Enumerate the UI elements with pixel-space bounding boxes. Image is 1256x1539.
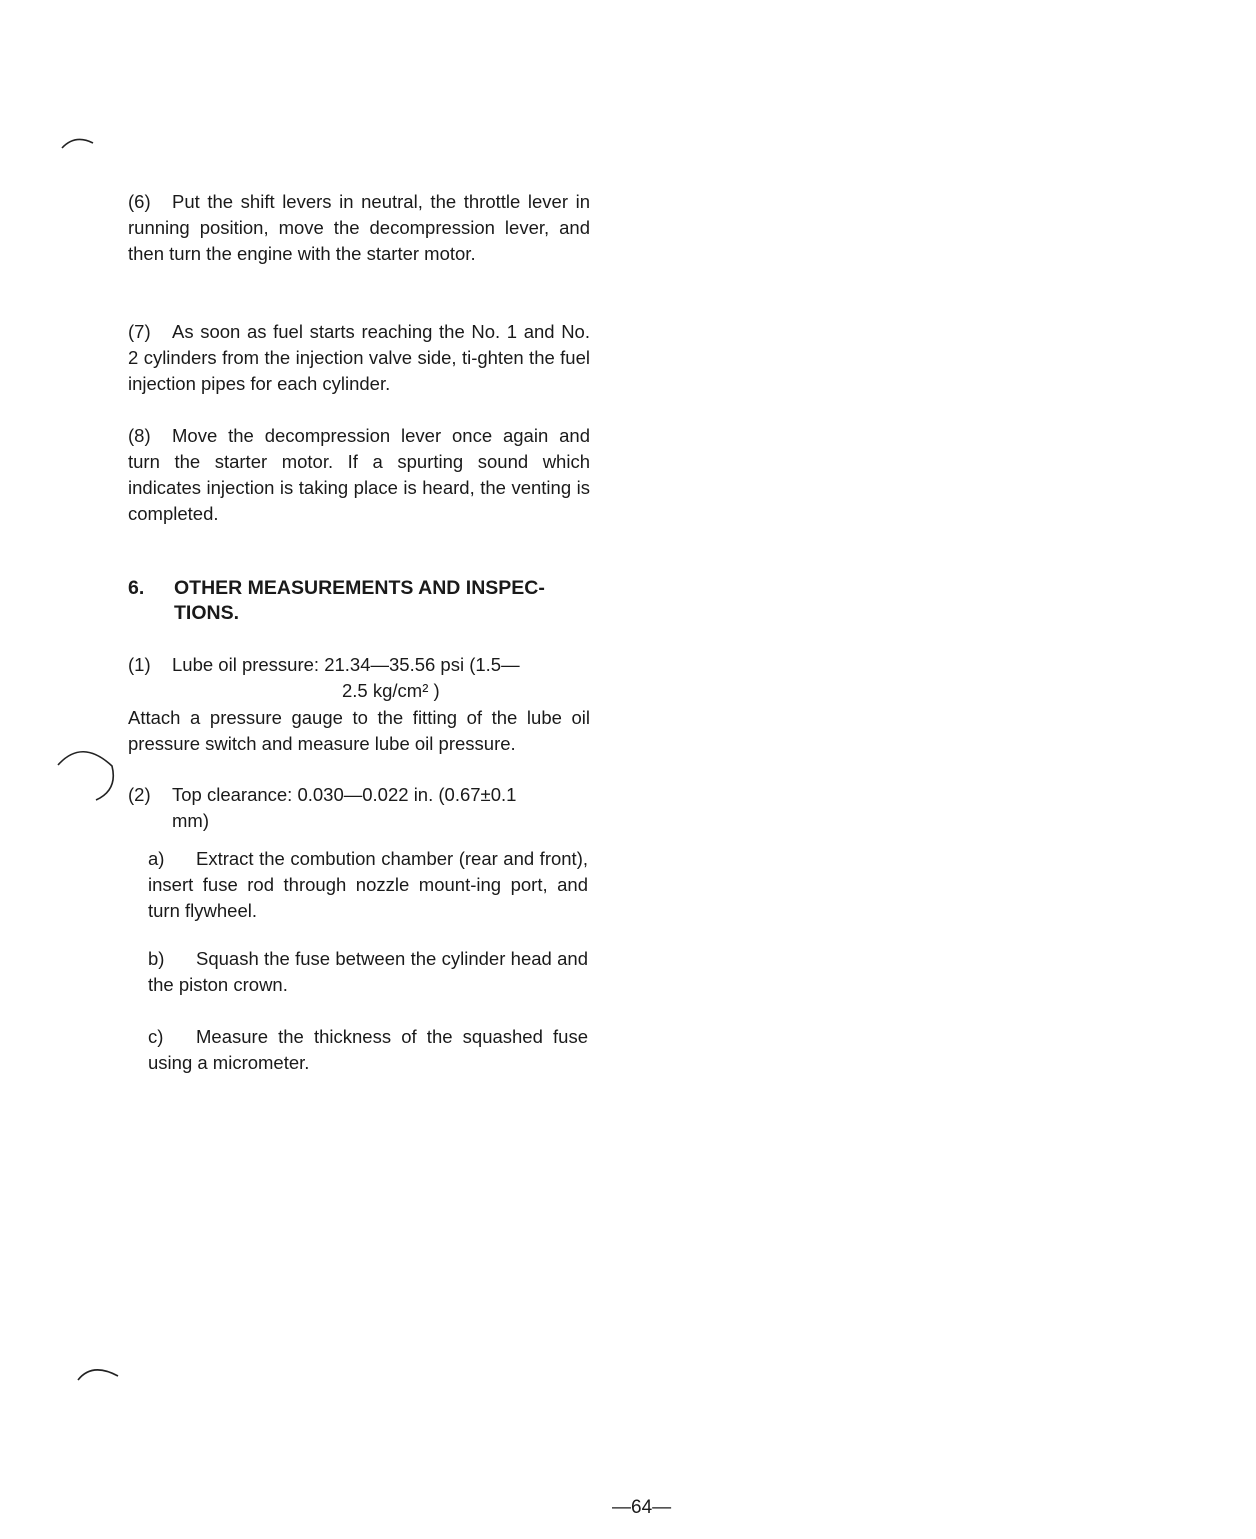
step-a bbox=[148, 846, 588, 924]
page-number: —64— bbox=[612, 1497, 672, 1518]
item-7 bbox=[128, 319, 590, 397]
item-number: (7) bbox=[128, 321, 151, 342]
measurement-number: (1) bbox=[128, 654, 151, 675]
measurement-1-spec bbox=[128, 652, 598, 704]
spec-line1: Lube oil pressure: 21.34—35.56 psi (1.5— bbox=[172, 654, 520, 675]
step-c bbox=[148, 1024, 588, 1076]
step-label: c) bbox=[148, 1026, 164, 1047]
spec-line2: 2.5 kg/cm² ) bbox=[342, 680, 440, 701]
item-number: (6) bbox=[128, 191, 151, 212]
item-number: (8) bbox=[128, 425, 151, 446]
item-6 bbox=[128, 189, 590, 267]
item-8 bbox=[128, 423, 590, 527]
section-number: 6. bbox=[128, 577, 145, 599]
step-text: Squash the fuse between the cylinder head and the piston crown. bbox=[148, 948, 588, 995]
measurement-1-body: Attach a pressure gauge to the fitting of the lube oil pressure switch and measure lube oil pressure. bbox=[128, 707, 590, 754]
item-text: Move the decompression lever once again and turn the starter motor. If a spurting sound which indicates injection is taking place is heard, the venting is completed. bbox=[128, 425, 590, 524]
item-text: Put the shift levers in neutral, the throttle lever in running position, move the decompression lever, and then turn the engine with the starter motor. bbox=[128, 191, 590, 264]
measurement-number: (2) bbox=[128, 784, 151, 805]
step-label: a) bbox=[148, 848, 165, 869]
binder-hole-mark-bottom bbox=[78, 1370, 118, 1380]
item-text: As soon as fuel starts reaching the No. 1 and No. 2 cylinders from the injection valve side, ti-ghten the fuel injection pipes for each cylinder. bbox=[128, 321, 590, 394]
section-heading bbox=[128, 576, 598, 626]
measurement-2-spec bbox=[128, 782, 590, 834]
binder-hole-mark-middle bbox=[58, 752, 113, 800]
binder-hole-mark-top bbox=[62, 139, 93, 148]
step-text: Extract the combution chamber (rear and front), insert fuse rod through nozzle mount-ing port, and turn flywheel. bbox=[148, 848, 588, 921]
spec-line2: mm) bbox=[172, 810, 209, 831]
section-title-line2: TIONS. bbox=[174, 602, 240, 624]
step-b bbox=[148, 946, 588, 998]
section-title-line1: OTHER MEASUREMENTS AND INSPEC- bbox=[174, 577, 545, 599]
step-label: b) bbox=[148, 948, 165, 969]
spec-line1: Top clearance: 0.030—0.022 in. (0.67±0.1 bbox=[172, 784, 517, 805]
step-text: Measure the thickness of the squashed fuse using a micrometer. bbox=[148, 1026, 588, 1073]
